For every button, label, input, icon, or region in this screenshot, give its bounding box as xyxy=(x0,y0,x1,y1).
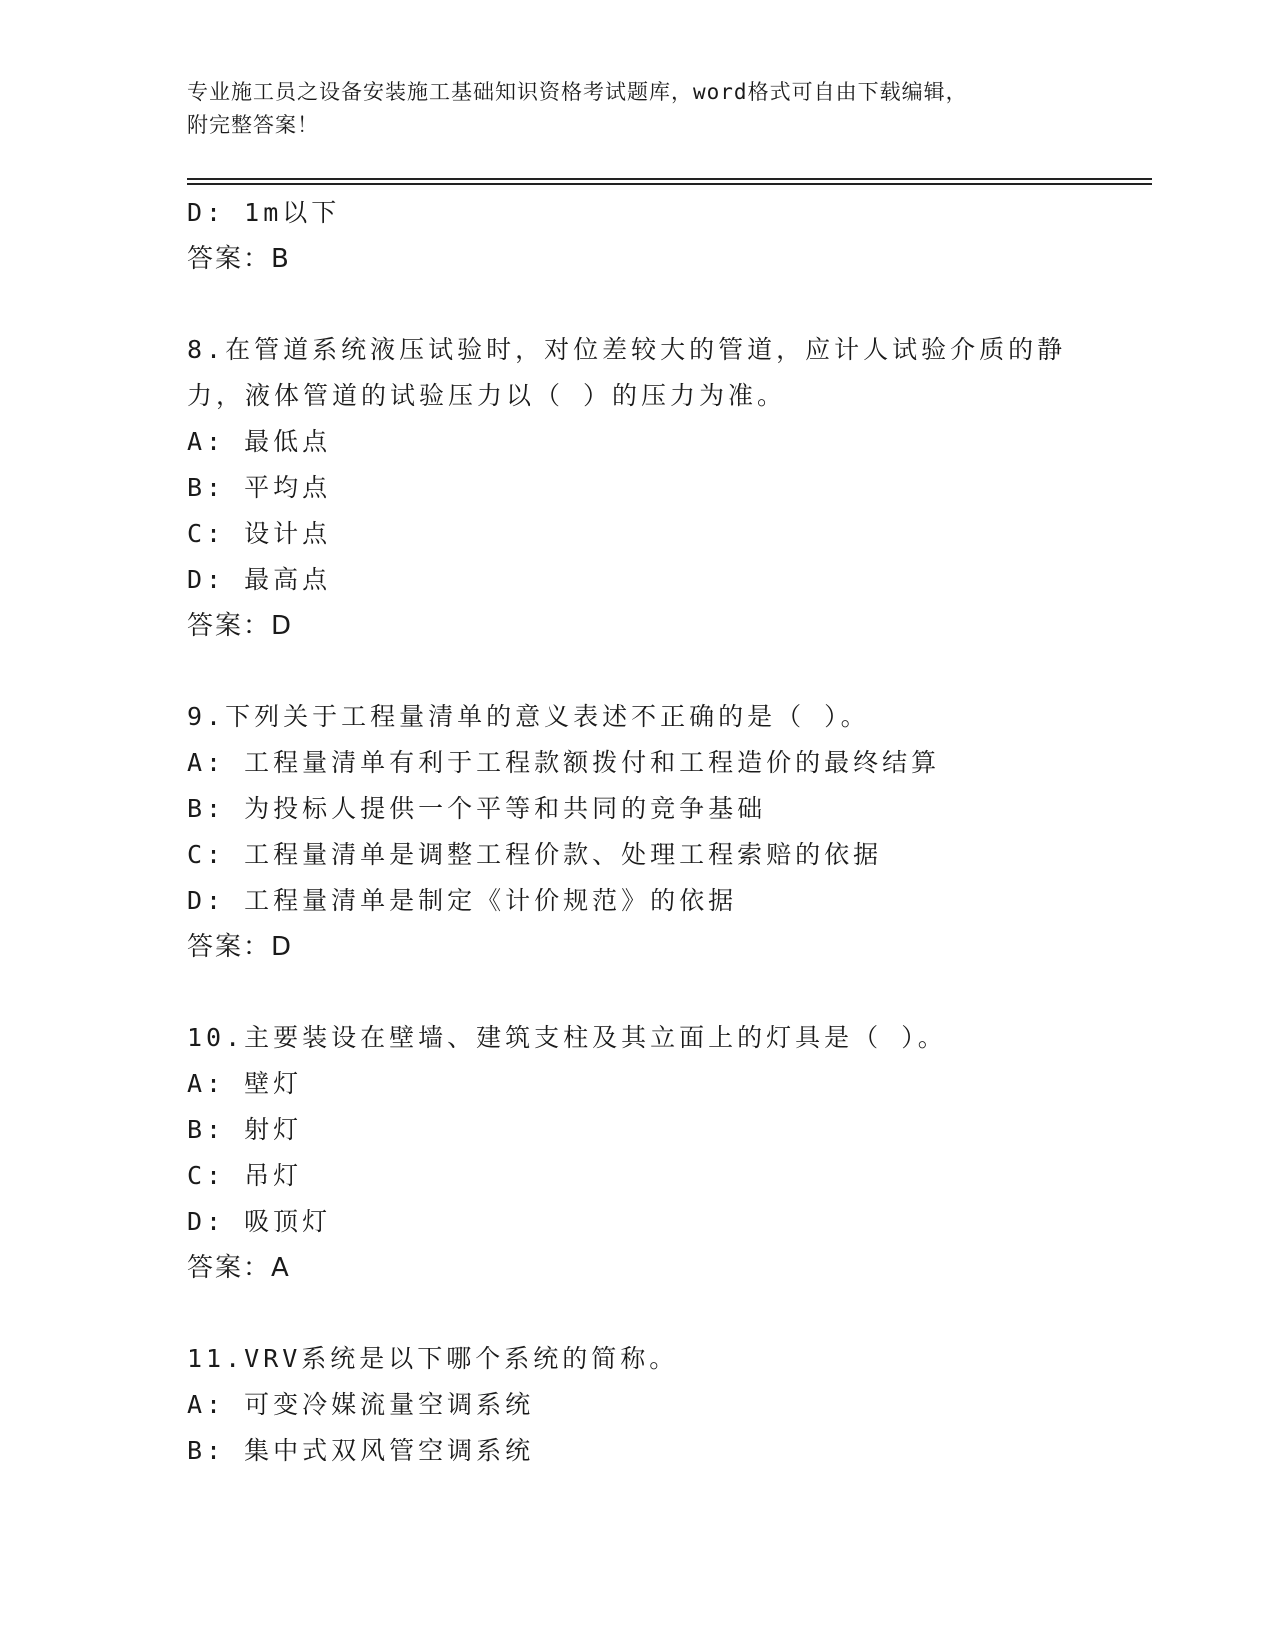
header-rule-top xyxy=(187,178,1152,180)
header-rule-bottom xyxy=(187,183,1152,185)
option-c: C: 工程量清单是调整工程价款、处理工程索赔的依据 xyxy=(187,840,883,869)
question-stem: 9.下列关于工程量清单的意义表述不正确的是（ ）。 xyxy=(187,702,870,731)
option-c: C: 设计点 xyxy=(187,519,332,548)
header-line-2: 附完整答案！ xyxy=(187,113,319,137)
option-a: A: 最低点 xyxy=(187,427,332,456)
question-stem: 8.在管道系统液压试验时，对位差较大的管道，应计人试验介质的静 xyxy=(187,335,1067,364)
option-b: B: 平均点 xyxy=(187,473,332,502)
question-stem: 力，液体管道的试验压力以（ ）的压力为准。 xyxy=(187,381,787,410)
question-10 xyxy=(187,1015,1152,1291)
answer-line: 答案：B xyxy=(187,244,291,274)
option-b: B: 为投标人提供一个平等和共同的竞争基础 xyxy=(187,794,767,823)
option-d: D: 工程量清单是制定《计价规范》的依据 xyxy=(187,886,738,915)
option-b: B: 射灯 xyxy=(187,1115,303,1144)
document-header xyxy=(187,76,1067,142)
question-list xyxy=(187,190,1152,1474)
question-stem: 10.主要装设在壁墙、建筑支柱及其立面上的灯具是（ ）。 xyxy=(187,1023,947,1052)
option-b: B: 集中式双风管空调系统 xyxy=(187,1436,535,1465)
question-8 xyxy=(187,327,1152,649)
question-stem: 11.VRV系统是以下哪个系统的简称。 xyxy=(187,1344,679,1373)
option-line: D: 1m以下 xyxy=(187,198,341,227)
option-d: D: 最高点 xyxy=(187,565,332,594)
option-d: D: 吸顶灯 xyxy=(187,1207,332,1236)
option-a: A: 可变冷媒流量空调系统 xyxy=(187,1390,535,1419)
option-a: A: 工程量清单有利于工程款额拨付和工程造价的最终结算 xyxy=(187,748,941,777)
answer-line: 答案：D xyxy=(187,932,294,962)
question-9 xyxy=(187,694,1152,970)
answer-line: 答案：D xyxy=(187,611,294,641)
question-11 xyxy=(187,1336,1152,1474)
header-line-1: 专业施工员之设备安装施工基础知识资格考试题库，word格式可自由下载编辑， xyxy=(187,80,968,104)
option-a: A: 壁灯 xyxy=(187,1069,303,1098)
option-c: C: 吊灯 xyxy=(187,1161,303,1190)
answer-line: 答案：A xyxy=(187,1253,291,1283)
